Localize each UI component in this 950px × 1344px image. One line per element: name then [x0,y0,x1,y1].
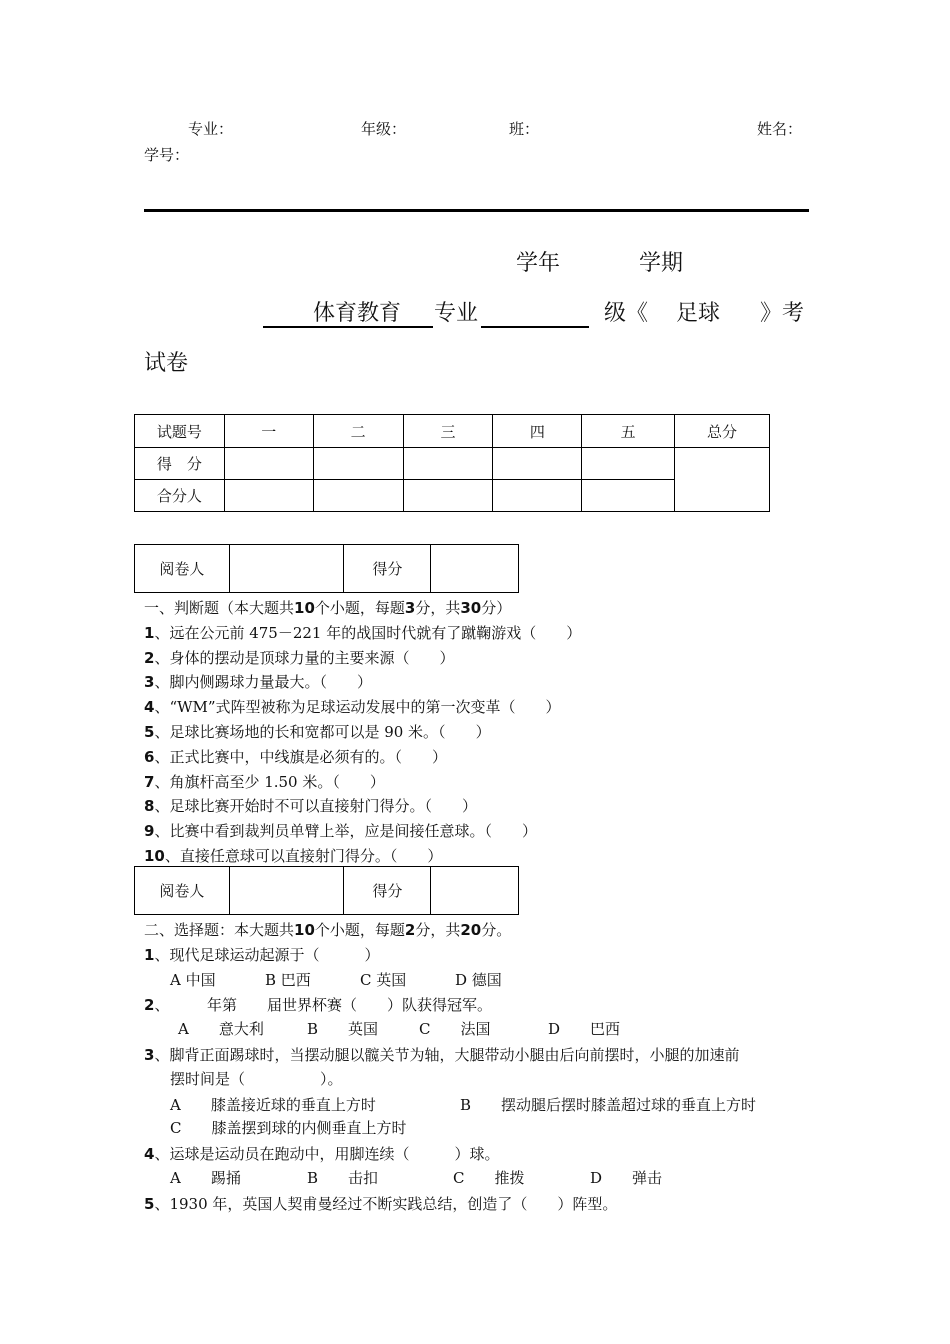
term-label: 学期 [639,251,684,276]
tf-question: 7、角旗杆高至少 1.50 米。（ ） [144,773,385,791]
grader-label: 阅卷人 [135,545,230,593]
exam-word-1: 》考 [760,301,805,326]
class-label: 班： [509,120,540,138]
tf-question: 10、直接任意球可以直接射门得分。（ ） [144,847,443,865]
academic-year-label: 学年 [516,251,561,276]
header-cell: 四 [493,415,582,448]
score-table-header-row [135,415,770,448]
tf-question: 8、足球比赛开始时不可以直接射门得分。（ ） [144,797,477,815]
mc-option[interactable]: A 意大利 [178,1020,264,1038]
total-score-cell[interactable] [675,448,770,512]
exam-word-2: 试卷 [144,351,189,376]
score-cell[interactable] [493,448,582,480]
mc-option[interactable]: B 击扣 [307,1169,379,1187]
tf-question: 6、正式比赛中，中线旗是必须有的。（ ） [144,748,447,766]
mc-option[interactable]: C 英国 [360,971,407,989]
mc-question: 1、现代足球运动起源于（ ） [144,946,380,964]
tally-row [135,480,770,512]
major-label: 专业： [188,120,234,138]
grade-label: 年级： [361,120,407,138]
mc-question: 2、 年第 届世界杯赛（ ）队获得冠军。 [144,996,492,1014]
tally-cell[interactable] [403,480,493,512]
header-divider [144,209,809,212]
mc-option[interactable]: B 巴西 [265,971,311,989]
course-name: 足球 [676,301,721,326]
tf-question: 1、远在公元前 475－221 年的战国时代就有了蹴鞠游戏（ ） [144,624,582,642]
tf-question: 5、足球比赛场地的长和宽都可以是 90 米。（ ） [144,723,491,741]
header-cell: 总分 [675,415,770,448]
tally-cell[interactable] [313,480,403,512]
row-label: 得 分 [135,448,225,480]
mc-option[interactable]: C 推拨 [453,1169,525,1187]
mc-question: 4、运球是运动员在跑动中，用脚连续（ ）球。 [144,1145,500,1163]
mc-option[interactable]: A 膝盖接近球的垂直上方时 [170,1096,376,1114]
mc-option[interactable]: D 德国 [455,971,502,989]
grader-box-1 [134,544,519,593]
section1-title: 一、判断题（本大题共10个小题，每题3分，共30分） [144,599,512,617]
header-cell: 三 [403,415,493,448]
major-value: 体育教育 [313,301,402,326]
name-label: 姓名： [757,120,803,138]
score-row [135,448,770,480]
score-value-cell[interactable] [431,867,519,915]
grader-box-2 [134,866,519,915]
major-underline [263,326,433,328]
tally-cell[interactable] [224,480,313,512]
mc-option[interactable]: B 摆动腿后摆时膝盖超过球的垂直上方时 [460,1096,757,1114]
header-cell: 试题号 [135,415,225,448]
mc-option[interactable]: C 膝盖摆到球的内侧垂直上方时 [170,1119,407,1137]
mc-option[interactable]: D 弹击 [590,1169,663,1187]
grader-label: 阅卷人 [135,867,230,915]
header-cell: 二 [313,415,403,448]
mc-option[interactable]: D 巴西 [548,1020,621,1038]
mc-question-continued: 摆时间是（ ）。 [170,1070,343,1088]
header-cell: 一 [224,415,313,448]
score-value-cell[interactable] [431,545,519,593]
student-id-label: 学号： [144,146,190,164]
score-cell[interactable] [313,448,403,480]
mc-option[interactable]: A 踢捅 [170,1169,241,1187]
major-word: 专业 [434,301,479,326]
mc-question: 5、1930 年，英国人契甫曼经过不断实践总结，创造了（ ）阵型。 [144,1195,618,1213]
tally-cell[interactable] [493,480,582,512]
mc-option[interactable]: B 英国 [307,1020,379,1038]
row-label: 合分人 [135,480,225,512]
grader-name-cell[interactable] [229,867,344,915]
section2-title: 二、选择题：本大题共10个小题，每题2分，共20分。 [144,921,512,939]
score-cell[interactable] [403,448,493,480]
score-cell[interactable] [224,448,313,480]
score-cell[interactable] [582,448,675,480]
tally-cell[interactable] [582,480,675,512]
mc-question: 3、脚背正面踢球时，当摆动腿以髋关节为轴，大腿带动小腿由后向前摆时，小腿的加速前 [144,1046,740,1064]
grader-name-cell[interactable] [229,545,344,593]
score-label: 得分 [344,545,431,593]
tf-question: 3、脚内侧踢球力量最大。（ ） [144,673,372,691]
tf-question: 2、身体的摆动是顶球力量的主要来源（ ） [144,649,455,667]
mc-option[interactable]: A 中国 [170,971,216,989]
tf-question: 4、“WM”式阵型被称为足球运动发展中的第一次变革（ ） [144,698,561,716]
score-table [134,414,770,512]
grade-underline [481,326,589,328]
grade-word: 级《 [604,301,649,326]
header-cell: 五 [582,415,675,448]
tf-question: 9、比赛中看到裁判员单臂上举，应是间接任意球。（ ） [144,822,537,840]
score-label: 得分 [344,867,431,915]
mc-option[interactable]: C 法国 [419,1020,491,1038]
